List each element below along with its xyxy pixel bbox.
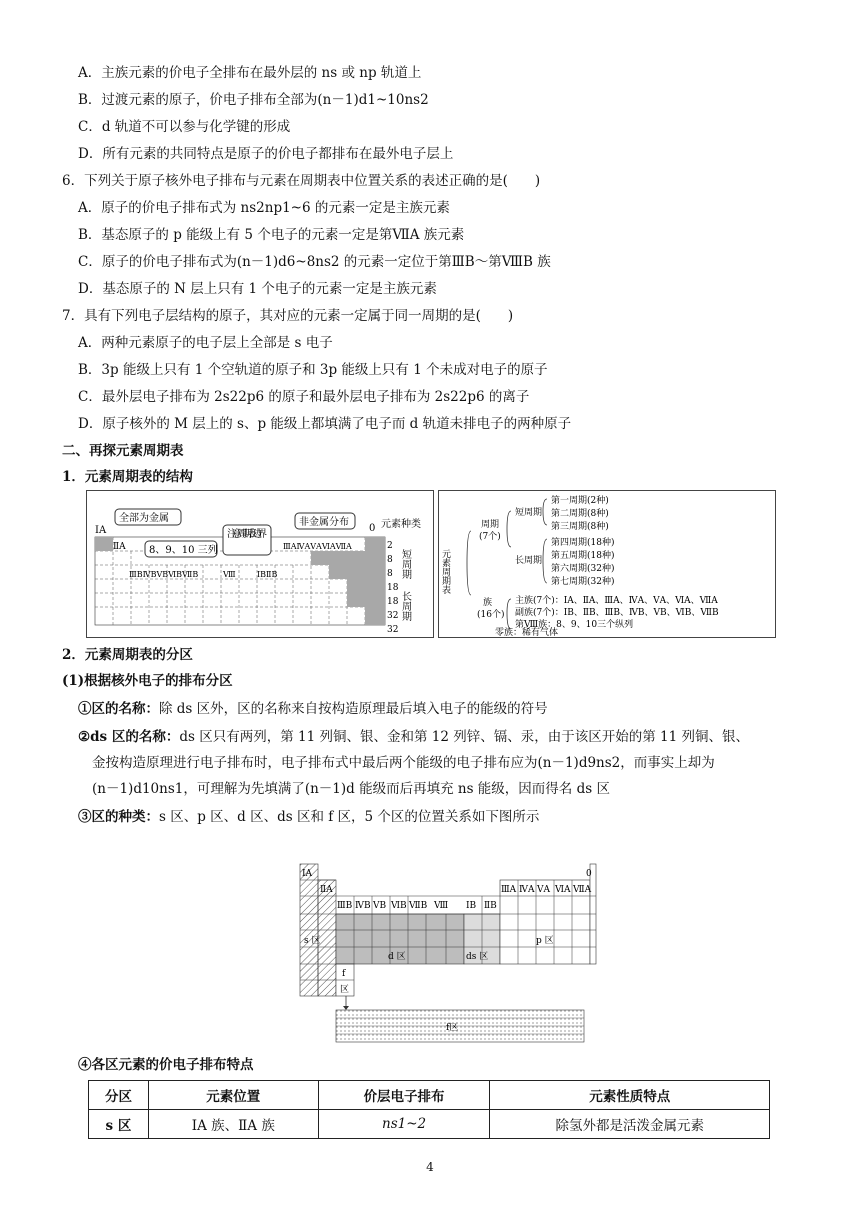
fig2-vb: ⅤB bbox=[373, 901, 387, 911]
fig2-iiib: ⅢB bbox=[337, 901, 353, 911]
tree-family-sub: 副族(7个)：ⅠB、ⅡB、ⅢB、ⅣB、ⅤB、ⅥB、ⅦB bbox=[515, 608, 719, 618]
tree-period-6: 第六周期(32种) bbox=[551, 564, 615, 574]
callout-all-metal: 全部为金属 bbox=[119, 513, 169, 524]
section-title: 二、再探元素周期表 bbox=[62, 443, 184, 459]
paragraph-ds-l3: (n－1)d10ns1，可理解为先填满了(n－1)d 能级而后再填充 ns 能级，因而得名 ds 区 bbox=[92, 781, 610, 797]
subsection-structure: 1．元素周期表的结构 bbox=[62, 469, 193, 485]
header-a-groups: ⅢAⅣAⅤAⅥAⅦA bbox=[283, 542, 352, 551]
count-period-5: 18 bbox=[387, 597, 399, 607]
fig2-via: ⅥA bbox=[555, 885, 571, 895]
group-ia-label: ⅠA bbox=[95, 525, 107, 536]
header-b-groups: ⅢBⅣBⅤBⅥBⅦB bbox=[129, 570, 199, 579]
paragraph-valence-features: ④各区元素的价电子排布特点 bbox=[78, 1057, 254, 1073]
tree-period-1: 第一周期(2种) bbox=[551, 496, 609, 506]
tree-long: 长周期 bbox=[515, 556, 543, 566]
tree-short: 短周期 bbox=[515, 508, 543, 518]
fig2-vib: ⅥB bbox=[391, 901, 407, 911]
tree-family-zero: 零族：稀有气体 bbox=[495, 628, 559, 637]
fig2-ivb: ⅣB bbox=[355, 901, 371, 911]
table-header-row bbox=[89, 1081, 770, 1110]
table-header-cell: 价层电子排布 bbox=[318, 1081, 490, 1110]
table-row bbox=[89, 1110, 770, 1139]
header-viii: Ⅷ bbox=[223, 570, 236, 579]
subsection-by-electrons: (1)根据核外电子的排布分区 bbox=[62, 673, 233, 689]
block-features-table bbox=[88, 1080, 770, 1139]
table-header-cell: 元素位置 bbox=[148, 1081, 318, 1110]
tree-family-main: 主族(7个)：ⅠA、ⅡA、ⅢA、ⅣA、ⅤA、ⅥA、ⅦA bbox=[515, 596, 718, 606]
count-period-7: 32 bbox=[387, 625, 399, 635]
long-period-label: 长周期 bbox=[399, 591, 411, 621]
fig2-d-block: d 区 bbox=[388, 952, 406, 962]
q7-option-b: B．3p 能级上只有 1 个空轨道的原子和 3p 能级上只有 1 个未成对电子的原子 bbox=[78, 362, 548, 378]
tree-family-count: (16个) bbox=[477, 610, 505, 620]
paragraph-block-names: ①区的名称：除 ds 区外，区的名称来自按构造原理最后填入电子的能级的符号 bbox=[78, 701, 548, 717]
q7-option-c: C．最外层电子排布为 2s22p6 的原子和最外层电子排布为 2s22p6 的离子 bbox=[78, 389, 530, 405]
table-header-cell: 分区 bbox=[89, 1081, 149, 1110]
element-kinds-label: 元素种类 bbox=[381, 519, 421, 530]
fig2-ib: ⅠB bbox=[466, 901, 477, 911]
q6-option-c: C．原子的价电子排布式为(n－1)d6~8ns2 的元素一定位于第ⅢB～第ⅧB 族 bbox=[78, 254, 551, 270]
paragraph-ds-l2: 金按构造原理进行电子排布时，电子排布式中最后两个能级的电子排布应为(n－1)d9ns2，而事实上却为 bbox=[92, 755, 715, 771]
callout-boundary: 注意周期表边界 bbox=[227, 529, 267, 540]
zero-group-label: 0 bbox=[369, 523, 376, 534]
periodic-tree-figure bbox=[438, 490, 776, 638]
q5-option-c: C．d 轨道不可以参与化学键的形成 bbox=[78, 119, 291, 135]
tree-root: 元素周期表 bbox=[440, 549, 450, 594]
fig2-iiia: ⅢA bbox=[501, 885, 517, 895]
fig2-s-block: s 区 bbox=[304, 936, 321, 946]
table-cell: s 区 bbox=[89, 1110, 149, 1139]
fig2-f-mark-2: 区 bbox=[340, 985, 350, 995]
fig2-viii: Ⅷ bbox=[434, 901, 449, 911]
q7-option-d: D．原子核外的 M 层上的 s、p 能级上都填满了电子而 d 轨道未排电子的两种原子 bbox=[78, 416, 572, 432]
tree-period-7: 第七周期(32种) bbox=[551, 577, 615, 587]
header-ib-iib: ⅠBⅡB bbox=[257, 570, 278, 579]
fig2-f-mark: f bbox=[342, 969, 346, 979]
group-iia-label: ⅡA bbox=[113, 542, 126, 552]
tree-period-3: 第三周期(8种) bbox=[551, 522, 609, 532]
q5-option-d: D．所有元素的共同特点是原子的价电子都排布在最外电子层上 bbox=[78, 146, 454, 162]
subsection-blocks: 2．元素周期表的分区 bbox=[62, 647, 193, 663]
q6-option-d: D．基态原子的 N 层上只有 1 个电子的元素一定是主族元素 bbox=[78, 281, 437, 297]
q7-option-a: A．两种元素原子的电子层上全部是 s 电子 bbox=[78, 335, 333, 351]
callout-nonmetal: 非金属分布 bbox=[299, 517, 349, 528]
count-period-1: 2 bbox=[387, 541, 393, 551]
table-cell: ⅠA 族、ⅡA 族 bbox=[148, 1110, 318, 1139]
q7-stem: 7．具有下列电子层结构的原子，其对应的元素一定属于同一周期的是( ) bbox=[62, 308, 514, 324]
page-number: 4 bbox=[426, 1160, 434, 1174]
fig2-viia: ⅦA bbox=[573, 885, 592, 895]
q6-option-b: B．基态原子的 p 能级上有 5 个电子的元素一定是第ⅦA 族元素 bbox=[78, 227, 465, 243]
fig2-ia: ⅠA bbox=[302, 869, 313, 879]
fig2-iia: ⅡA bbox=[320, 885, 333, 895]
count-period-3: 8 bbox=[387, 569, 393, 579]
paragraph-block-kinds: ③区的种类：s 区、p 区、d 区、ds 区和 f 区，5 个区的位置关系如下图所示 bbox=[78, 809, 540, 825]
count-period-4: 18 bbox=[387, 583, 399, 593]
paragraph-ds-l1: ②ds 区的名称：ds 区只有两列，第 11 列铜、银、金和第 12 列锌、镉、汞，由于该区开始的第 11 列铜、银、 bbox=[78, 729, 749, 745]
periodic-structure-svg bbox=[87, 491, 433, 637]
table-cell: ns1~2 bbox=[318, 1110, 490, 1139]
fig2-ds-block: ds 区 bbox=[466, 952, 489, 962]
periodic-structure-figure bbox=[86, 490, 434, 638]
fig2-iib: ⅡB bbox=[484, 901, 497, 911]
tree-period-2: 第二周期(8种) bbox=[551, 509, 609, 519]
q5-option-b: B．过渡元素的原子，价电子排布全部为(n－1)d1~10ns2 bbox=[78, 92, 429, 108]
tree-family: 族 bbox=[483, 598, 493, 608]
tree-period-5: 第五周期(18种) bbox=[551, 551, 615, 561]
periodic-tree-svg bbox=[439, 491, 775, 637]
count-period-6: 32 bbox=[387, 611, 399, 621]
q6-option-a: A．原子的价电子排布式为 ns2np1~6 的元素一定是主族元素 bbox=[78, 200, 450, 216]
q5-option-a: A．主族元素的价电子全排布在最外层的 ns 或 np 轨道上 bbox=[78, 65, 422, 81]
fig2-iva: ⅣA bbox=[519, 885, 535, 895]
short-period-label: 短周期 bbox=[399, 549, 411, 579]
block-partition-figure bbox=[296, 862, 598, 1044]
tree-period-4: 第四周期(18种) bbox=[551, 538, 615, 548]
table-cell: 除氢外都是活泼金属元素 bbox=[490, 1110, 770, 1139]
block-partition-svg bbox=[296, 862, 598, 1044]
q6-stem: 6．下列关于原子核外电子排布与元素在周期表中位置关系的表述正确的是( ) bbox=[62, 173, 541, 189]
tree-family-viii: 第Ⅷ族：8、9、10三个纵列 bbox=[515, 620, 634, 630]
table-header-cell: 元素性质特点 bbox=[490, 1081, 770, 1110]
fig2-zero: 0 bbox=[586, 869, 592, 879]
fig2-va: ⅤA bbox=[537, 885, 550, 895]
tree-period: 周期 bbox=[481, 520, 500, 530]
tree-period-count: (7个) bbox=[479, 532, 501, 542]
fig2-f-block: f区 bbox=[446, 1023, 459, 1033]
fig2-viib: ⅦB bbox=[409, 901, 428, 911]
callout-columns: 8、9、10 三列 bbox=[149, 545, 218, 556]
count-period-2: 8 bbox=[387, 555, 393, 565]
fig2-p-block: p 区 bbox=[536, 936, 554, 946]
